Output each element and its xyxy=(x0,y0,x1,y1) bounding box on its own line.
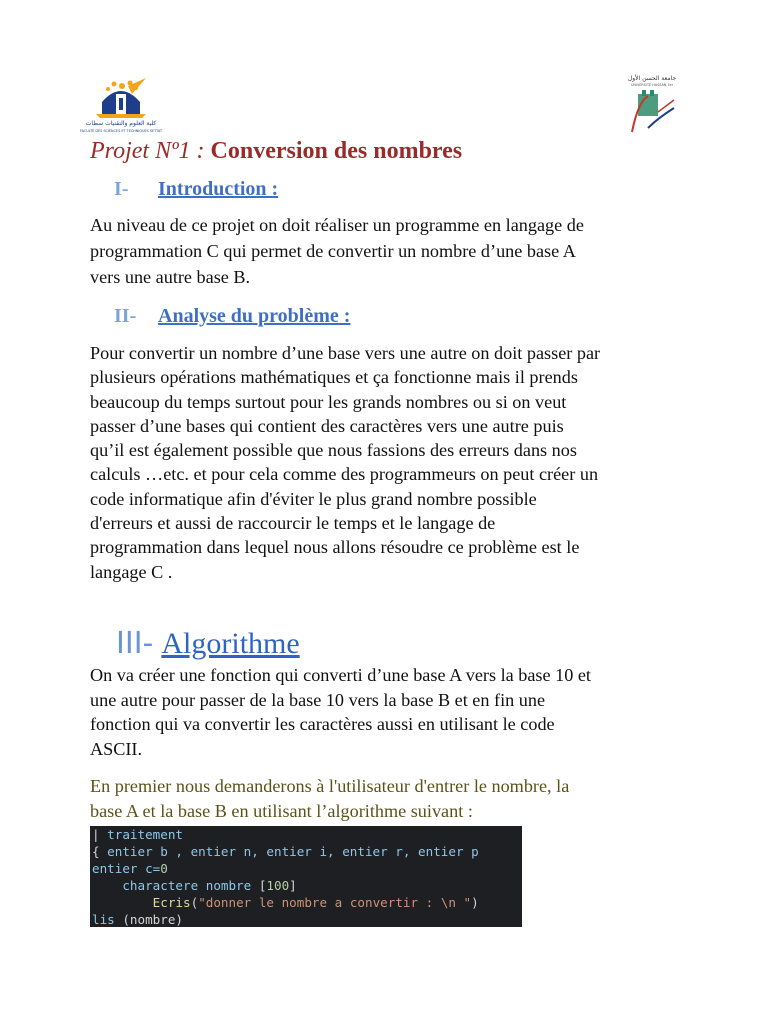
paragraph-line: une autre pour passer de la base 10 vers la base B et en fin une xyxy=(90,689,546,710)
paragraph-line: programmation C qui permet de convertir un nombre d’une base A xyxy=(90,241,576,261)
code-line: | traitement xyxy=(92,827,183,842)
paragraph-line: langage C . xyxy=(90,561,173,582)
code-line: { entier b , entier n, entier i, entier r, entier p xyxy=(92,844,479,859)
section-number: II- xyxy=(114,305,137,327)
paragraph-line: fonction qui va convertir les caractères aussi en utilisant le code xyxy=(90,714,555,734)
paragraph-line: ASCII. xyxy=(90,738,143,759)
title-prefix: Projet Nº1 : xyxy=(90,138,205,164)
section-heading-algorithme xyxy=(116,626,300,661)
section-title: Introduction : xyxy=(158,178,279,200)
paragraph-line: code informatique afin d'éviter le plus grand nombre possible xyxy=(90,488,537,509)
paragraph-line: Au niveau de ce projet on doit réaliser un programme en langage de xyxy=(90,215,584,235)
paragraph-line: vers une autre base B. xyxy=(90,267,251,287)
section-heading-analyse xyxy=(114,305,350,328)
algorithme-paragraph xyxy=(90,663,680,761)
title-main: Conversion des nombres xyxy=(210,138,463,164)
code-line: Ecris("donner le nombre a convertir : \n ") xyxy=(152,895,479,910)
section-title: Analyse du problème : xyxy=(158,305,351,327)
paragraph-line: On va créer une fonction qui converti d’une base A vers la base 10 et xyxy=(90,665,591,685)
paragraph-line: beaucoup du temps surtout pour les grands nombres ou si on veut xyxy=(90,391,567,412)
code-line: entier c=0 xyxy=(92,861,168,876)
code-snippet xyxy=(90,826,522,927)
paragraph-line: calculs …etc. et pour cela comme des programmeurs on peut créer un xyxy=(90,464,599,485)
svg-text:FACULTÉ DES SCIENCES ET TECHNI: FACULTÉ DES SCIENCES ET TECHNIQUES SETTAT xyxy=(79,129,163,133)
svg-text:كلية العلوم والتقنيات سطات: كلية العلوم والتقنيات سطات xyxy=(85,120,157,127)
paragraph-line: base A et la base B en utilisant l’algorithme suivant : xyxy=(90,800,473,821)
document-title xyxy=(90,138,462,165)
section-heading-introduction xyxy=(114,178,278,201)
section-title: Algorithme xyxy=(161,627,300,660)
algorithme-intro-paragraph xyxy=(90,774,680,823)
section-number: III- xyxy=(116,626,154,661)
svg-text:UNIVERSITÉ HASSAN 1er: UNIVERSITÉ HASSAN 1er xyxy=(630,83,674,87)
section-number: I- xyxy=(114,178,129,200)
paragraph-line: plusieurs opérations mathématiques et ça fonctionne mais il prends xyxy=(90,367,578,388)
paragraph-line: En premier nous demanderons à l'utilisateur d'entrer le nombre, la xyxy=(90,776,570,796)
code-line: charactere nombre [100] xyxy=(92,878,297,893)
code-line: lis (nombre) xyxy=(92,912,184,927)
university-logo xyxy=(614,72,684,134)
paragraph-line: programmation dans lequel nous allons résoudre ce problème est le xyxy=(90,537,580,558)
paragraph-line: qu’il est également possible que nous fassions des erreurs dans nos xyxy=(90,440,577,461)
paragraph-line: Pour convertir un nombre d’une base vers une autre on doit passer par xyxy=(90,343,601,363)
analyse-paragraph xyxy=(90,341,680,584)
faculty-logo xyxy=(79,72,163,138)
paragraph-line: d'erreurs et aussi de raccourcir le temps et le langage de xyxy=(90,513,496,534)
paragraph-line: passer d’une bases qui contient des caractères vers une autre puis xyxy=(90,415,564,436)
svg-text:جامعة الحسن الأول: جامعة الحسن الأول xyxy=(627,75,677,82)
introduction-paragraph xyxy=(90,212,680,290)
